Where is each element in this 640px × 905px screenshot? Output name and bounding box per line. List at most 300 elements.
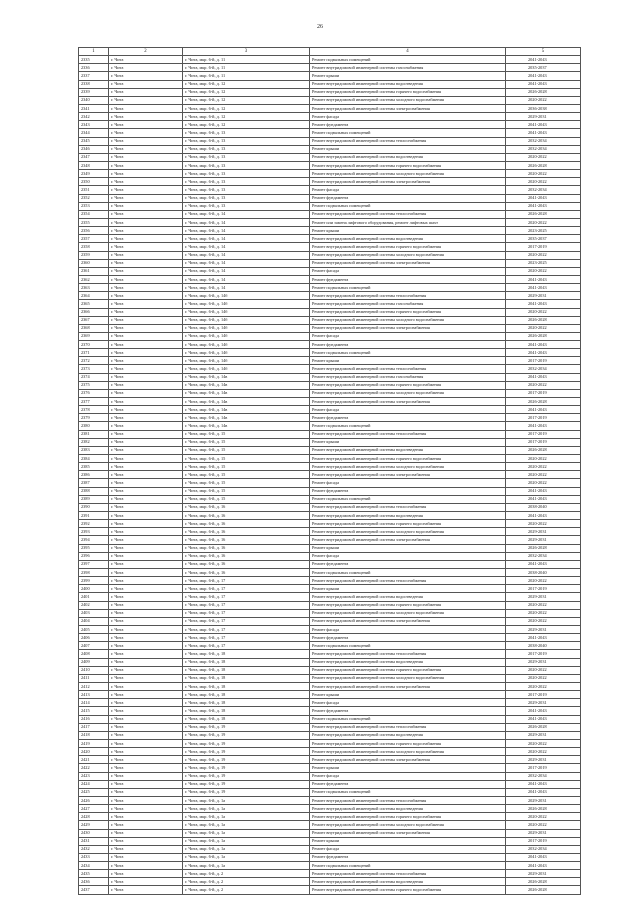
- row-number-cell: 2403: [79, 609, 109, 617]
- period-cell: 2041-2043: [506, 495, 581, 503]
- period-cell: 2020-2022: [506, 748, 581, 756]
- row-number-cell: 2366: [79, 308, 109, 316]
- period-cell: 2029-2031: [506, 796, 581, 804]
- work-type-cell: Ремонт подвальных помещений: [310, 788, 506, 796]
- municipality-cell: г. Чита: [109, 503, 183, 511]
- municipality-cell: г. Чита: [109, 593, 183, 601]
- address-cell: г. Чита, мкр. 6-й, д. 14: [183, 218, 310, 226]
- period-cell: 2026-2028: [506, 161, 581, 169]
- municipality-cell: г. Чита: [109, 577, 183, 585]
- municipality-cell: г. Чита: [109, 373, 183, 381]
- work-type-cell: Ремонт подвальных помещений: [310, 569, 506, 577]
- period-cell: 2020-2022: [506, 674, 581, 682]
- table-row: [79, 569, 581, 577]
- row-number-cell: 2385: [79, 463, 109, 471]
- table-row: [79, 853, 581, 861]
- row-number-cell: 2396: [79, 552, 109, 560]
- period-cell: 2029-2031: [506, 731, 581, 739]
- work-type-cell: Ремонт внутридомовой инженерной системы теплоснабжения: [310, 723, 506, 731]
- municipality-cell: г. Чита: [109, 601, 183, 609]
- table-row: [79, 748, 581, 756]
- municipality-cell: г. Чита: [109, 406, 183, 414]
- row-number-cell: 2338: [79, 80, 109, 88]
- address-cell: г. Чита, мкр. 6-й, д. 18: [183, 682, 310, 690]
- period-cell: 2017-2019: [506, 357, 581, 365]
- work-type-cell: Ремонт внутридомовой инженерной системы холодного водоснабжения: [310, 96, 506, 104]
- municipality-cell: г. Чита: [109, 292, 183, 300]
- address-cell: г. Чита, мкр. 6-й, д. 14: [183, 251, 310, 259]
- table-row: [79, 137, 581, 145]
- table-row: [79, 674, 581, 682]
- municipality-cell: г. Чита: [109, 682, 183, 690]
- row-number-cell: 2437: [79, 886, 109, 894]
- work-type-cell: Ремонт внутридомовой инженерной системы водоотведения: [310, 878, 506, 886]
- work-type-cell: Ремонт подвальных помещений: [310, 349, 506, 357]
- work-type-cell: Ремонт внутридомовой инженерной системы холодного водоснабжения: [310, 609, 506, 617]
- municipality-cell: г. Чита: [109, 210, 183, 218]
- period-cell: 2035-2037: [506, 64, 581, 72]
- table-row: [79, 544, 581, 552]
- row-number-cell: 2357: [79, 235, 109, 243]
- municipality-cell: г. Чита: [109, 650, 183, 658]
- address-cell: г. Чита, мкр. 6-й, д. 19: [183, 772, 310, 780]
- row-number-cell: 2400: [79, 585, 109, 593]
- address-cell: г. Чита, мкр. 6-й, д. 19: [183, 788, 310, 796]
- row-number-cell: 2370: [79, 341, 109, 349]
- municipality-cell: г. Чита: [109, 161, 183, 169]
- work-type-cell: Ремонт подвальных помещений: [310, 422, 506, 430]
- municipality-cell: г. Чита: [109, 178, 183, 186]
- table-row: [79, 471, 581, 479]
- period-cell: 2017-2019: [506, 438, 581, 446]
- address-cell: г. Чита, мкр. 6-й, д. 19: [183, 723, 310, 731]
- table-row: [79, 650, 581, 658]
- address-cell: г. Чита, мкр. 6-й, д. 13: [183, 194, 310, 202]
- period-cell: 2026-2028: [506, 88, 581, 96]
- period-cell: 2020-2022: [506, 601, 581, 609]
- municipality-cell: г. Чита: [109, 707, 183, 715]
- row-number-cell: 2386: [79, 471, 109, 479]
- table-row: [79, 593, 581, 601]
- address-cell: г. Чита, мкр. 6-й, д. 14б: [183, 300, 310, 308]
- table-row: [79, 455, 581, 463]
- work-type-cell: Ремонт внутридомовой инженерной системы водоотведения: [310, 593, 506, 601]
- address-cell: г. Чита, мкр. 6-й, д. 14б: [183, 316, 310, 324]
- table-row: [79, 577, 581, 585]
- table-row: [79, 666, 581, 674]
- table-row: [79, 560, 581, 568]
- row-number-cell: 2426: [79, 796, 109, 804]
- table-row: [79, 788, 581, 796]
- period-cell: 2020-2022: [506, 821, 581, 829]
- municipality-cell: г. Чита: [109, 805, 183, 813]
- municipality-cell: г. Чита: [109, 121, 183, 129]
- header-col-5: 5: [506, 48, 581, 56]
- period-cell: 2017-2019: [506, 243, 581, 251]
- period-cell: 2026-2028: [506, 544, 581, 552]
- period-cell: 2041-2043: [506, 422, 581, 430]
- period-cell: 2038-2040: [506, 642, 581, 650]
- work-type-cell: Ремонт фундамента: [310, 341, 506, 349]
- work-type-cell: Ремонт внутридомовой инженерной системы водоотведения: [310, 80, 506, 88]
- period-cell: 2029-2031: [506, 756, 581, 764]
- municipality-cell: г. Чита: [109, 617, 183, 625]
- municipality-cell: г. Чита: [109, 349, 183, 357]
- table-row: [79, 487, 581, 495]
- address-cell: г. Чита, мкр. 6-й, д. 13: [183, 178, 310, 186]
- work-type-cell: Ремонт подвальных помещений: [310, 642, 506, 650]
- period-cell: 2020-2022: [506, 520, 581, 528]
- period-cell: 2023-2025: [506, 259, 581, 267]
- row-number-cell: 2380: [79, 422, 109, 430]
- municipality-cell: г. Чита: [109, 438, 183, 446]
- period-cell: 2029-2031: [506, 593, 581, 601]
- row-number-cell: 2397: [79, 560, 109, 568]
- table-row: [79, 552, 581, 560]
- period-cell: 2029-2031: [506, 870, 581, 878]
- municipality-cell: г. Чита: [109, 723, 183, 731]
- municipality-cell: г. Чита: [109, 691, 183, 699]
- row-number-cell: 2344: [79, 129, 109, 137]
- row-number-cell: 2360: [79, 259, 109, 267]
- period-cell: 2020-2022: [506, 381, 581, 389]
- address-cell: г. Чита, мкр. 6-й, д. 14б: [183, 349, 310, 357]
- address-cell: г. Чита, мкр. 6-й, д. 13: [183, 153, 310, 161]
- table-row: [79, 56, 581, 64]
- row-number-cell: 2423: [79, 772, 109, 780]
- work-type-cell: Ремонт внутридомовой инженерной системы теплоснабжения: [310, 292, 506, 300]
- period-cell: 2020-2022: [506, 218, 581, 226]
- table-row: [79, 723, 581, 731]
- municipality-cell: г. Чита: [109, 764, 183, 772]
- work-type-cell: Ремонт внутридомовой инженерной системы водоотведения: [310, 235, 506, 243]
- work-type-cell: Ремонт внутридомовой инженерной системы электроснабжения: [310, 104, 506, 112]
- work-type-cell: Ремонт фасада: [310, 625, 506, 633]
- header-col-1: 1: [79, 48, 109, 56]
- address-cell: г. Чита, мкр. 6-й, д. 19: [183, 739, 310, 747]
- row-number-cell: 2408: [79, 650, 109, 658]
- table-row: [79, 430, 581, 438]
- row-number-cell: 2347: [79, 153, 109, 161]
- table-body: [79, 48, 581, 895]
- address-cell: г. Чита, мкр. 6-й, д. 15: [183, 471, 310, 479]
- work-type-cell: Ремонт крыши: [310, 227, 506, 235]
- address-cell: г. Чита, мкр. 6-й, д. 12: [183, 88, 310, 96]
- municipality-cell: г. Чита: [109, 316, 183, 324]
- period-cell: 2029-2031: [506, 113, 581, 121]
- work-type-cell: Ремонт внутридомовой инженерной системы водоотведения: [310, 731, 506, 739]
- period-cell: 2041-2043: [506, 194, 581, 202]
- row-number-cell: 2345: [79, 137, 109, 145]
- row-number-cell: 2372: [79, 357, 109, 365]
- period-cell: 2041-2043: [506, 300, 581, 308]
- period-cell: 2020-2022: [506, 479, 581, 487]
- period-cell: 2041-2043: [506, 512, 581, 520]
- table-row: [79, 251, 581, 259]
- row-number-cell: 2387: [79, 479, 109, 487]
- table-row: [79, 658, 581, 666]
- row-number-cell: 2368: [79, 324, 109, 332]
- period-cell: 2038-2040: [506, 569, 581, 577]
- row-number-cell: 2409: [79, 658, 109, 666]
- period-cell: 2020-2022: [506, 471, 581, 479]
- period-cell: 2041-2043: [506, 121, 581, 129]
- address-cell: г. Чита, мкр. 6-й, д. 14б: [183, 332, 310, 340]
- table-header-row: [79, 48, 581, 56]
- address-cell: г. Чита, мкр. 6-й, д. 16: [183, 528, 310, 536]
- address-cell: г. Чита, мкр. 6-й, д. 1а: [183, 837, 310, 845]
- table-row: [79, 373, 581, 381]
- municipality-cell: г. Чита: [109, 512, 183, 520]
- work-type-cell: Ремонт внутридомовой инженерной системы теплоснабжения: [310, 577, 506, 585]
- period-cell: 2020-2022: [506, 251, 581, 259]
- work-type-cell: Ремонт внутридомовой инженерной системы холодного водоснабжения: [310, 251, 506, 259]
- period-cell: 2020-2022: [506, 617, 581, 625]
- work-type-cell: Ремонт внутридомовой инженерной системы водоотведения: [310, 658, 506, 666]
- table-row: [79, 699, 581, 707]
- table-row: [79, 691, 581, 699]
- row-number-cell: 2405: [79, 625, 109, 633]
- period-cell: 2041-2043: [506, 72, 581, 80]
- table-row: [79, 275, 581, 283]
- address-cell: г. Чита, мкр. 6-й, д. 14б: [183, 292, 310, 300]
- address-cell: г. Чита, мкр. 6-й, д. 19: [183, 748, 310, 756]
- address-cell: г. Чита, мкр. 6-й, д. 19: [183, 780, 310, 788]
- row-number-cell: 2343: [79, 121, 109, 129]
- period-cell: 2029-2031: [506, 829, 581, 837]
- table-row: [79, 772, 581, 780]
- table-row: [79, 381, 581, 389]
- period-cell: 2020-2022: [506, 463, 581, 471]
- work-type-cell: Ремонт или замена лифтового оборудования, ремонт лифтовых шахт: [310, 218, 506, 226]
- address-cell: г. Чита, мкр. 6-й, д. 15: [183, 430, 310, 438]
- address-cell: г. Чита, мкр. 6-й, д. 16: [183, 544, 310, 552]
- work-type-cell: Ремонт внутридомовой инженерной системы электроснабжения: [310, 682, 506, 690]
- municipality-cell: г. Чита: [109, 796, 183, 804]
- work-type-cell: Ремонт внутридомовой инженерной системы электроснабжения: [310, 178, 506, 186]
- address-cell: г. Чита, мкр. 6-й, д. 18: [183, 707, 310, 715]
- work-type-cell: Ремонт внутридомовой инженерной системы электроснабжения: [310, 756, 506, 764]
- row-number-cell: 2421: [79, 756, 109, 764]
- row-number-cell: 2401: [79, 593, 109, 601]
- municipality-cell: г. Чита: [109, 878, 183, 886]
- table-row: [79, 756, 581, 764]
- municipality-cell: г. Чита: [109, 634, 183, 642]
- address-cell: г. Чита, мкр. 6-й, д. 16: [183, 536, 310, 544]
- table-row: [79, 862, 581, 870]
- table-row: [79, 218, 581, 226]
- address-cell: г. Чита, мкр. 6-й, д. 15: [183, 495, 310, 503]
- period-cell: 2032-2034: [506, 772, 581, 780]
- municipality-cell: г. Чита: [109, 520, 183, 528]
- row-number-cell: 2422: [79, 764, 109, 772]
- work-type-cell: Ремонт крыши: [310, 837, 506, 845]
- address-cell: г. Чита, мкр. 6-й, д. 17: [183, 577, 310, 585]
- work-type-cell: Ремонт фундамента: [310, 414, 506, 422]
- municipality-cell: г. Чита: [109, 170, 183, 178]
- row-number-cell: 2337: [79, 72, 109, 80]
- address-cell: г. Чита, мкр. 6-й, д. 14б: [183, 324, 310, 332]
- table-row: [79, 780, 581, 788]
- row-number-cell: 2398: [79, 569, 109, 577]
- row-number-cell: 2367: [79, 316, 109, 324]
- work-type-cell: Ремонт внутридомовой инженерной системы водоотведения: [310, 446, 506, 454]
- municipality-cell: г. Чита: [109, 479, 183, 487]
- address-cell: г. Чита, мкр. 6-й, д. 14в: [183, 373, 310, 381]
- municipality-cell: г. Чита: [109, 381, 183, 389]
- table-row: [79, 96, 581, 104]
- table-row: [79, 438, 581, 446]
- table-row: [79, 324, 581, 332]
- period-cell: 2036-2038: [506, 104, 581, 112]
- municipality-cell: г. Чита: [109, 446, 183, 454]
- municipality-cell: г. Чита: [109, 674, 183, 682]
- row-number-cell: 2393: [79, 528, 109, 536]
- municipality-cell: г. Чита: [109, 422, 183, 430]
- row-number-cell: 2336: [79, 64, 109, 72]
- row-number-cell: 2427: [79, 805, 109, 813]
- table-row: [79, 495, 581, 503]
- row-number-cell: 2353: [79, 202, 109, 210]
- row-number-cell: 2377: [79, 398, 109, 406]
- table-row: [79, 845, 581, 853]
- work-type-cell: Ремонт внутридомовой инженерной системы холодного водоснабжения: [310, 528, 506, 536]
- row-number-cell: 2433: [79, 853, 109, 861]
- work-type-cell: Ремонт внутридомовой инженерной системы холодного водоснабжения: [310, 463, 506, 471]
- period-cell: 2041-2043: [506, 560, 581, 568]
- work-type-cell: Ремонт внутридомовой инженерной системы горячего водоснабжения: [310, 813, 506, 821]
- period-cell: 2032-2034: [506, 186, 581, 194]
- address-cell: г. Чита, мкр. 6-й, д. 14б: [183, 365, 310, 373]
- period-cell: 2020-2022: [506, 577, 581, 585]
- table-row: [79, 463, 581, 471]
- row-number-cell: 2394: [79, 536, 109, 544]
- address-cell: г. Чита, мкр. 6-й, д. 1а: [183, 845, 310, 853]
- address-cell: г. Чита, мкр. 6-й, д. 2: [183, 870, 310, 878]
- row-number-cell: 2431: [79, 837, 109, 845]
- row-number-cell: 2339: [79, 88, 109, 96]
- row-number-cell: 2412: [79, 682, 109, 690]
- work-type-cell: Ремонт фасада: [310, 113, 506, 121]
- address-cell: г. Чита, мкр. 6-й, д. 16: [183, 560, 310, 568]
- address-cell: г. Чита, мкр. 6-й, д. 19: [183, 764, 310, 772]
- work-type-cell: Ремонт внутридомовой инженерной системы горячего водоснабжения: [310, 520, 506, 528]
- period-cell: 2029-2031: [506, 292, 581, 300]
- period-cell: 2020-2022: [506, 682, 581, 690]
- work-type-cell: Ремонт фасада: [310, 186, 506, 194]
- work-type-cell: Ремонт внутридомовой инженерной системы горячего водоснабжения: [310, 886, 506, 894]
- work-type-cell: Ремонт крыши: [310, 357, 506, 365]
- table-row: [79, 170, 581, 178]
- work-type-cell: Ремонт фундамента: [310, 780, 506, 788]
- municipality-cell: г. Чита: [109, 137, 183, 145]
- work-type-cell: Ремонт внутридомовой инженерной системы холодного водоснабжения: [310, 170, 506, 178]
- table-row: [79, 585, 581, 593]
- table-row: [79, 829, 581, 837]
- period-cell: 2017-2019: [506, 691, 581, 699]
- work-type-cell: Ремонт крыши: [310, 691, 506, 699]
- row-number-cell: 2425: [79, 788, 109, 796]
- municipality-cell: г. Чита: [109, 560, 183, 568]
- row-number-cell: 2346: [79, 145, 109, 153]
- municipality-cell: г. Чита: [109, 731, 183, 739]
- work-type-cell: Ремонт крыши: [310, 438, 506, 446]
- address-cell: г. Чита, мкр. 6-й, д. 13: [183, 170, 310, 178]
- work-type-cell: Ремонт внутридомовой инженерной системы горячего водоснабжения: [310, 381, 506, 389]
- work-type-cell: Ремонт фундамента: [310, 487, 506, 495]
- work-type-cell: Ремонт фундамента: [310, 275, 506, 283]
- period-cell: 2026-2028: [506, 332, 581, 340]
- municipality-cell: г. Чита: [109, 414, 183, 422]
- table-row: [79, 634, 581, 642]
- row-number-cell: 2363: [79, 284, 109, 292]
- address-cell: г. Чита, мкр. 6-й, д. 14в: [183, 389, 310, 397]
- period-cell: 2041-2043: [506, 634, 581, 642]
- address-cell: г. Чита, мкр. 6-й, д. 18: [183, 674, 310, 682]
- address-cell: г. Чита, мкр. 6-й, д. 17: [183, 601, 310, 609]
- municipality-cell: г. Чита: [109, 837, 183, 845]
- header-col-3: 3: [183, 48, 310, 56]
- row-number-cell: 2406: [79, 634, 109, 642]
- period-cell: 2041-2043: [506, 406, 581, 414]
- municipality-cell: г. Чита: [109, 886, 183, 894]
- work-type-cell: Ремонт внутридомовой инженерной системы холодного водоснабжения: [310, 316, 506, 324]
- row-number-cell: 2369: [79, 332, 109, 340]
- table-row: [79, 682, 581, 690]
- row-number-cell: 2419: [79, 739, 109, 747]
- period-cell: 2017-2019: [506, 585, 581, 593]
- address-cell: г. Чита, мкр. 6-й, д. 14: [183, 267, 310, 275]
- address-cell: г. Чита, мкр. 6-й, д. 13: [183, 129, 310, 137]
- municipality-cell: г. Чита: [109, 699, 183, 707]
- row-number-cell: 2374: [79, 373, 109, 381]
- work-type-cell: Ремонт внутридомовой инженерной системы теплоснабжения: [310, 650, 506, 658]
- municipality-cell: г. Чита: [109, 455, 183, 463]
- table-row: [79, 341, 581, 349]
- period-cell: 2017-2019: [506, 389, 581, 397]
- period-cell: 2020-2022: [506, 96, 581, 104]
- table-row: [79, 715, 581, 723]
- work-type-cell: Ремонт фасада: [310, 406, 506, 414]
- row-number-cell: 2388: [79, 487, 109, 495]
- work-type-cell: Ремонт внутридомовой инженерной системы теплоснабжения: [310, 870, 506, 878]
- row-number-cell: 2399: [79, 577, 109, 585]
- period-cell: 2020-2022: [506, 178, 581, 186]
- table-row: [79, 80, 581, 88]
- work-type-cell: Ремонт внутридомовой инженерной системы горячего водоснабжения: [310, 308, 506, 316]
- period-cell: 2026-2028: [506, 316, 581, 324]
- period-cell: 2017-2019: [506, 764, 581, 772]
- address-cell: г. Чита, мкр. 6-й, д. 16: [183, 503, 310, 511]
- address-cell: г. Чита, мкр. 6-й, д. 14: [183, 210, 310, 218]
- table-row: [79, 601, 581, 609]
- address-cell: г. Чита, мкр. 6-й, д. 11: [183, 64, 310, 72]
- address-cell: г. Чита, мкр. 6-й, д. 19: [183, 756, 310, 764]
- municipality-cell: г. Чита: [109, 471, 183, 479]
- table-row: [79, 625, 581, 633]
- address-cell: г. Чита, мкр. 6-й, д. 13: [183, 161, 310, 169]
- table-row: [79, 349, 581, 357]
- address-cell: г. Чита, мкр. 6-й, д. 17: [183, 617, 310, 625]
- row-number-cell: 2376: [79, 389, 109, 397]
- work-type-cell: Ремонт внутридомовой инженерной системы теплоснабжения: [310, 365, 506, 373]
- table-row: [79, 813, 581, 821]
- address-cell: г. Чита, мкр. 6-й, д. 12: [183, 96, 310, 104]
- period-cell: 2041-2043: [506, 284, 581, 292]
- table-row: [79, 300, 581, 308]
- municipality-cell: г. Чита: [109, 96, 183, 104]
- municipality-cell: г. Чита: [109, 666, 183, 674]
